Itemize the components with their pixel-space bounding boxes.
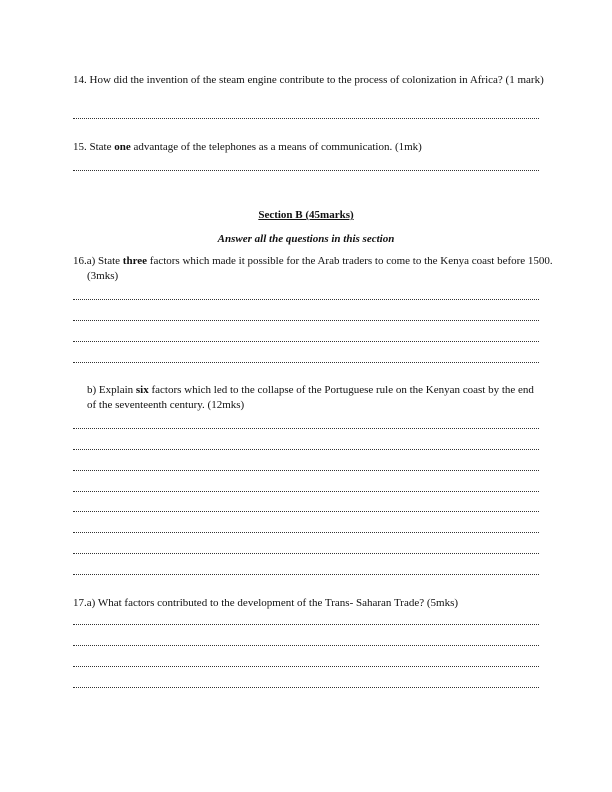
answer-line-q15[interactable] (73, 170, 539, 171)
question-16b-text-pre: b) Explain (87, 384, 136, 396)
answer-line-q16b[interactable] (73, 574, 539, 575)
question-16b-text-bold: six (135, 384, 149, 396)
answer-line-q16a[interactable] (73, 362, 539, 363)
question-17a-text: 17.a) What factors contributed to the development of the Trans- Saharan Trade? (5mks) (73, 597, 459, 609)
section-b-instruction: Answer all the questions in this section (217, 233, 395, 245)
answer-line-q16b[interactable] (73, 491, 539, 492)
answer-line-q16b[interactable] (73, 511, 539, 512)
answer-line-q16b[interactable] (73, 470, 539, 471)
answer-line-q17a[interactable] (73, 645, 539, 646)
question-15-text-post: advantage of the telephones as a means of communication. (1mk) (130, 141, 422, 153)
question-16a-text-bold: three (122, 255, 148, 267)
answer-line-q16b[interactable] (73, 449, 539, 450)
question-15-text-pre: 15. State (73, 141, 115, 153)
question-16a-text-pre: 16.a) State (73, 255, 123, 267)
answer-line-q17a[interactable] (73, 624, 539, 625)
section-b-title: Section B (45marks) (258, 209, 354, 221)
question-15-text-bold: one (114, 141, 131, 153)
question-14 (73, 73, 555, 88)
answer-line-q16a[interactable] (73, 341, 539, 342)
question-14-text: 14. How did the invention of the steam engine contribute to the process of colonization in Africa? (1 mark) (73, 74, 544, 86)
answer-line-q16b[interactable] (73, 532, 539, 533)
answer-line-q16b[interactable] (73, 553, 539, 554)
question-16b-text-post: factors which led to the collapse of the Portuguese rule on the Kenyan coast by the end of the seventeenth century. (12mks) (87, 384, 534, 411)
answer-line-q16a[interactable] (73, 299, 539, 300)
answer-line-q17a[interactable] (73, 666, 539, 667)
question-16b (87, 383, 539, 413)
question-15 (73, 140, 555, 155)
answer-line-q16b[interactable] (73, 428, 539, 429)
answer-line-q16a[interactable] (73, 320, 539, 321)
answer-line-q17a[interactable] (73, 687, 539, 688)
question-17a (73, 596, 555, 611)
question-16a (73, 254, 555, 284)
answer-line-q14[interactable] (73, 118, 539, 119)
question-16a-text-post: factors which made it possible for the Arab traders to come to the Kenya coast before 1500. (3mks) (87, 255, 553, 282)
